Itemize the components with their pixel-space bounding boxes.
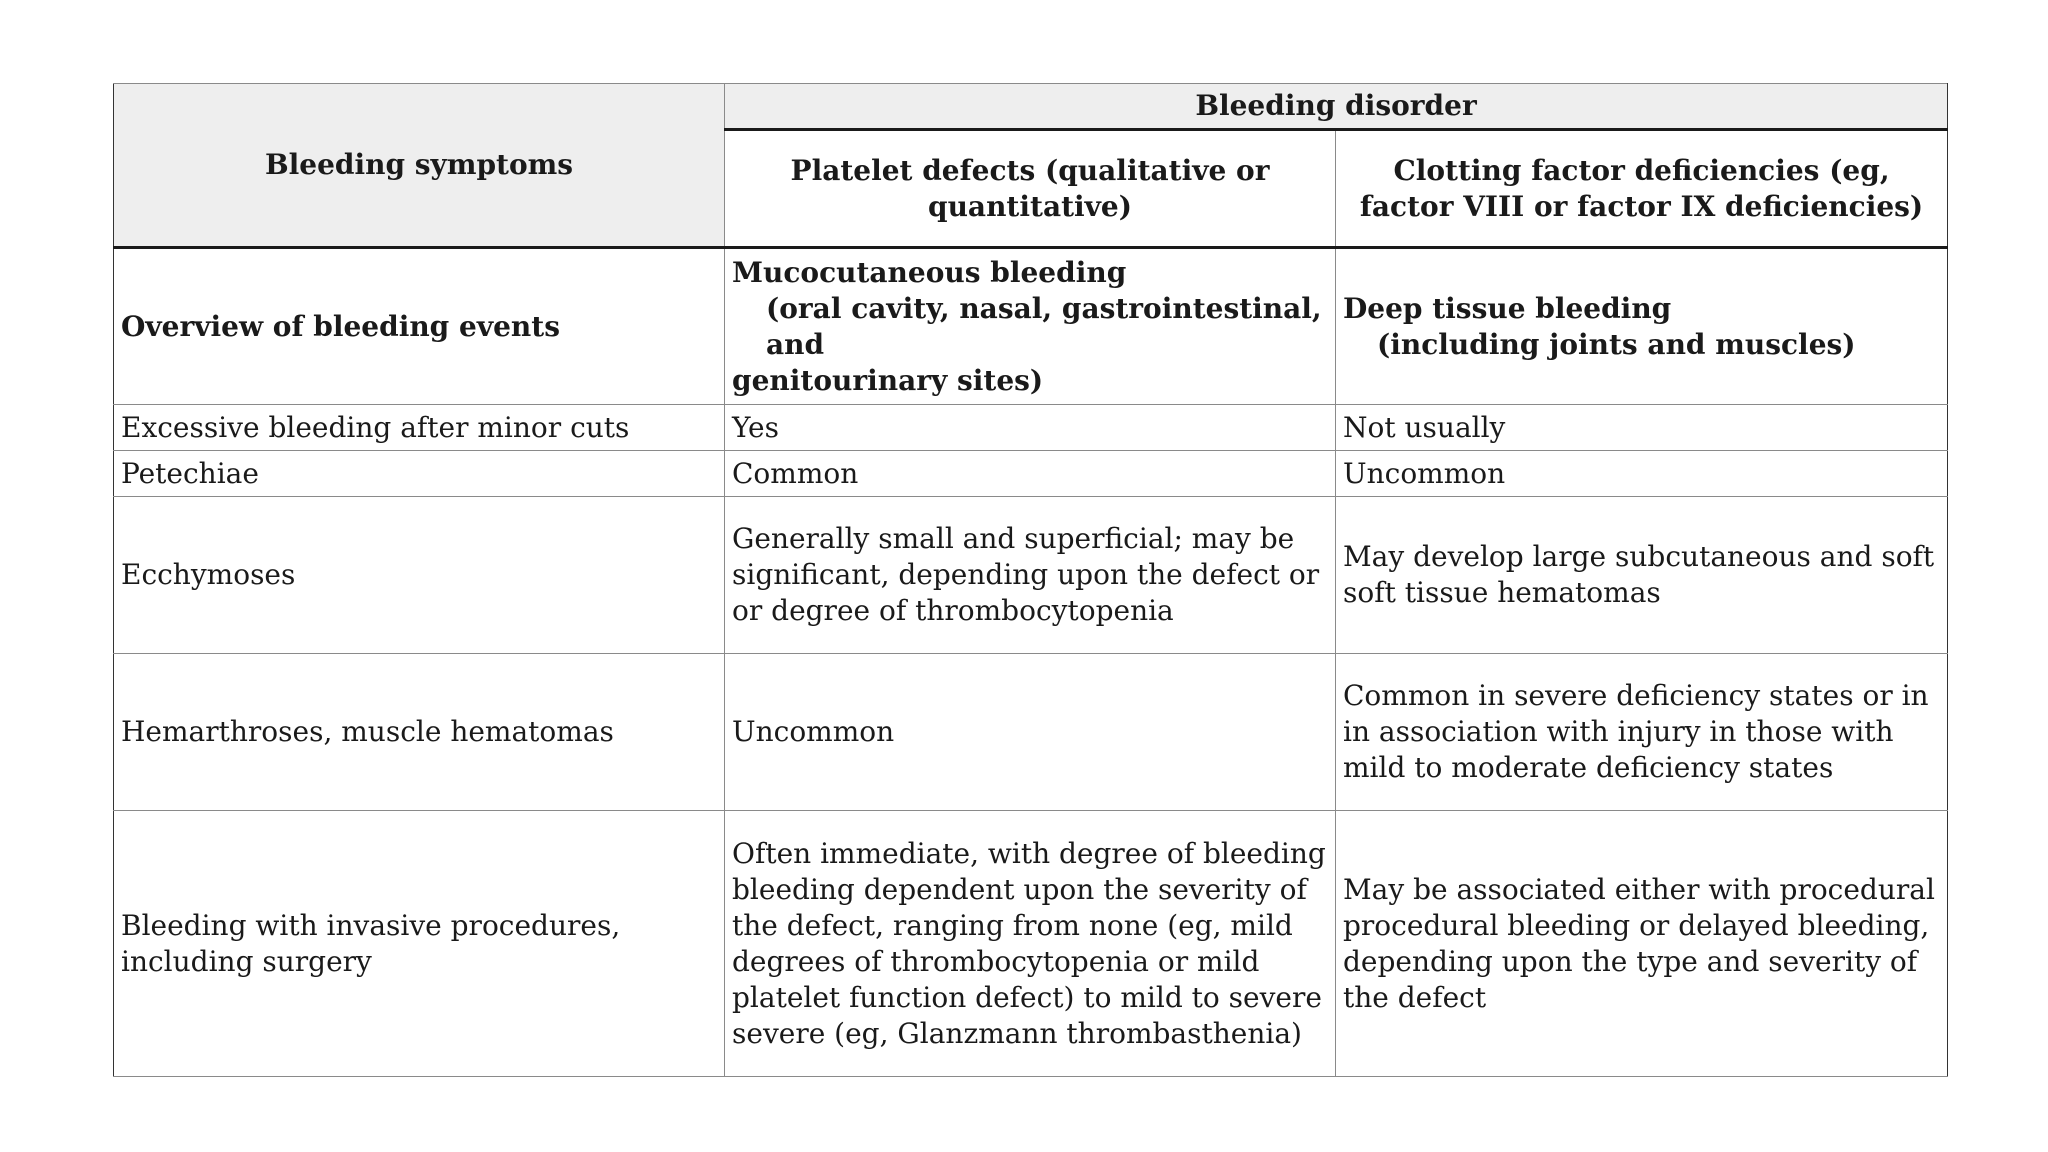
- table-row: [114, 811, 1948, 1077]
- platelet-cell: Yes: [725, 405, 1336, 451]
- clotting-cell: Not usually: [1336, 405, 1948, 451]
- overview-clotting: [1336, 248, 1948, 405]
- symptom-cell: Hemarthroses, muscle hematomas: [114, 654, 725, 811]
- header-clotting-factor: Clotting factor deficiencies (eg, factor VIII or factor IX deficiencies): [1336, 130, 1948, 248]
- clotting-cell: Common in severe deficiency states or in in association with injury in those with mild to moderate deficiency states: [1336, 654, 1948, 811]
- symptom-cell: Petechiae: [114, 451, 725, 497]
- header-bleeding-disorder: Bleeding disorder: [725, 84, 1948, 130]
- platelet-cell: Uncommon: [725, 654, 1336, 811]
- overview-platelet-detail: (oral cavity, nasal, gastrointestinal, and: [766, 291, 1322, 361]
- table-row: [114, 654, 1948, 811]
- header-bleeding-symptoms: Bleeding symptoms: [114, 84, 725, 248]
- symptom-cell: Ecchymoses: [114, 497, 725, 654]
- platelet-cell: Common: [725, 451, 1336, 497]
- table-row: [114, 405, 1948, 451]
- symptom-cell: Excessive bleeding after minor cuts: [114, 405, 725, 451]
- clotting-cell: May be associated either with procedural procedural bleeding or delayed bleeding, depending upon the type and severity of the defect: [1336, 811, 1948, 1077]
- overview-clotting-detail: (including joints and muscles): [1377, 327, 1856, 361]
- clotting-cell: May develop large subcutaneous and soft soft tissue hematomas: [1336, 497, 1948, 654]
- bleeding-comparison-table: [113, 83, 1948, 1077]
- clotting-cell: Uncommon: [1336, 451, 1948, 497]
- overview-platelet-detail-2: genitourinary sites): [732, 363, 1044, 397]
- overview-label: Overview of bleeding events: [114, 248, 725, 405]
- overview-clotting-title: Deep tissue bleeding: [1343, 291, 1672, 325]
- platelet-cell: Often immediate, with degree of bleeding bleeding dependent upon the severity of the defect, ranging from none (eg, mild degrees of thrombocytopenia or mild platelet function defect) to mild to severe severe (eg, Glanzmann thrombasthenia): [725, 811, 1336, 1077]
- table-row-overview: [114, 248, 1948, 405]
- table-row: [114, 451, 1948, 497]
- header-platelet-defects: Platelet defects (qualitative or quantitative): [725, 130, 1336, 248]
- table-row: [114, 497, 1948, 654]
- overview-platelet-title: Mucocutaneous bleeding: [732, 255, 1127, 289]
- platelet-cell: Generally small and superficial; may be significant, depending upon the defect or or degree of thrombocytopenia: [725, 497, 1336, 654]
- symptom-cell: Bleeding with invasive procedures, including surgery: [114, 811, 725, 1077]
- overview-platelet: [725, 248, 1336, 405]
